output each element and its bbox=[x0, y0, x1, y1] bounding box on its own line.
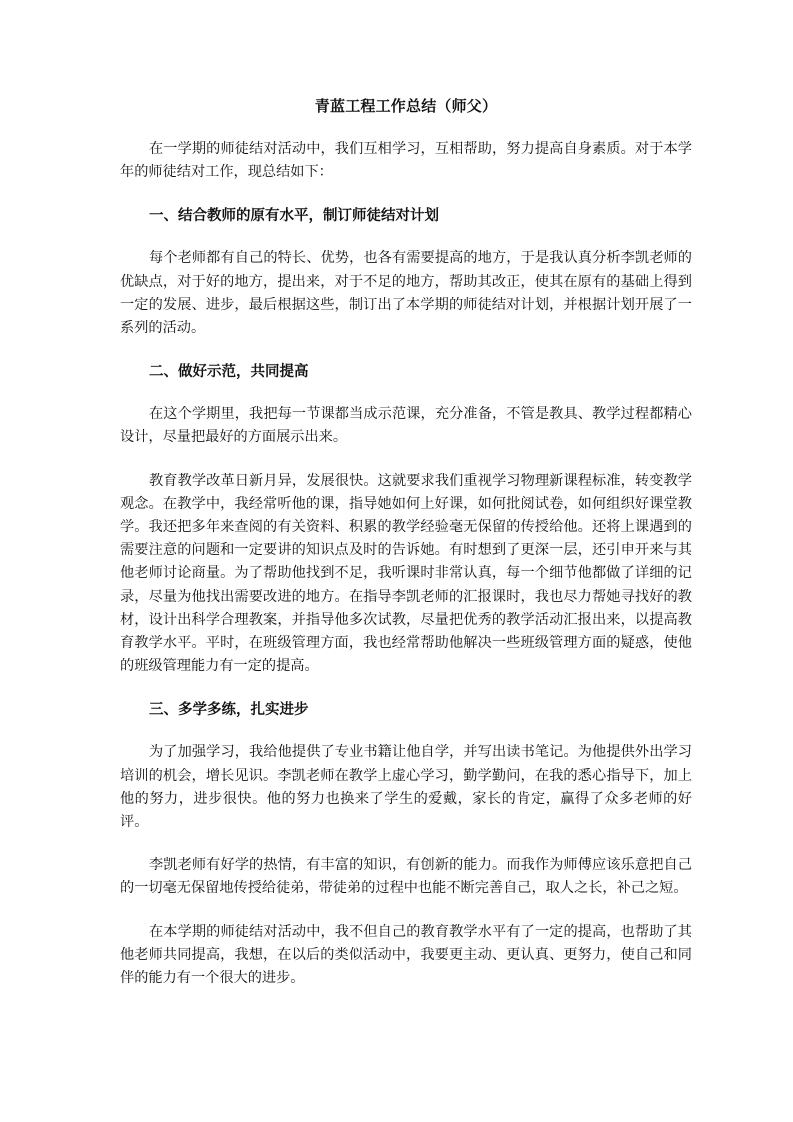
section-3-paragraph-1: 为了加强学习，我给他提供了专业书籍让他自学，并写出读书笔记。为他提供外出学习培训的机会，增长见识。李凯老师在教学上虚心学习，勤学勤问，在我的悉心指导下，加上他的努力，进步很快。他的努力也换来了学生的爱戴，家长的肯定，赢得了众多老师的好评。 bbox=[120, 744, 692, 831]
section-1-heading: 一、结合教师的原有水平，制订师徒结对计划 bbox=[149, 207, 439, 225]
section-2-paragraph-2: 教育教学改革日新月异，发展很快。这就要求我们重视学习物理新课程标准，转变教学观念。在教学中，我经常听他的课，指导她如何上好课，如何批阅试卷，如何组织好课堂教学。我还把多年来查阅的有关资料、积累的教学经验毫无保留的传授给他。还将上课遇到的需要注意的问题和一定要讲的知识点及时的告诉她。有时想到了更深一层，还引申开来与其他老师讨论商量。为了帮助他找到不足，我听课时非常认真，每一个细节他都做了详细的记录，尽量为他找出需要改进的地方。在指导李凯老师的汇报课时，我也尽力帮她寻找好的教材，设计出科学合理教案，并指导他多次试教，尽量把优秀的教学活动汇报出来，以提高教育教学水平。平时，在班级管理方面，我也经常帮助他解决一些班级管理方面的疑惑，使他的班级管理能力有一定的提高。 bbox=[120, 472, 692, 675]
section-1-paragraph-1: 每个老师都有自己的特长、优势，也各有需要提高的地方，于是我认真分析李凯老师的优缺点，对于好的地方，提出来，对于不足的地方，帮助其改正，使其在原有的基础上得到一定的发展、进步，最后根据这些，制订出了本学期的师徒结对计划，并根据计划开展了一系列的活动。 bbox=[120, 250, 692, 337]
section-3-heading: 三、多学多练，扎实进步 bbox=[149, 701, 309, 719]
document-title: 青蓝工程工作总结（师父） bbox=[314, 97, 498, 115]
document-body bbox=[120, 94, 692, 1010]
intro-paragraph: 在一学期的师徒结对活动中，我们互相学习，互相帮助，努力提高自身素质。对于本学年的师徒结对工作，现总结如下： bbox=[120, 141, 692, 181]
section-2-paragraph-1: 在这个学期里，我把每一节课都当成示范课，充分准备，不管是教具、教学过程都精心设计，尽量把最好的方面展示出来。 bbox=[120, 406, 692, 446]
section-3-paragraph-2: 李凯老师有好学的热情，有丰富的知识，有创新的能力。而我作为师傅应该乐意把自己的一切毫无保留地传授给徒弟，带徒弟的过程中也能不断完善自己，取人之长，补己之短。 bbox=[120, 857, 692, 897]
section-3-paragraph-3: 在本学期的师徒结对活动中，我不但自己的教育教学水平有了一定的提高，也帮助了其他老师共同提高，我想，在以后的类似活动中，我要更主动、更认真、更努力，使自己和同伴的能力有一个很大的进步。 bbox=[120, 923, 692, 987]
section-2-heading: 二、做好示范，共同提高 bbox=[149, 363, 309, 381]
